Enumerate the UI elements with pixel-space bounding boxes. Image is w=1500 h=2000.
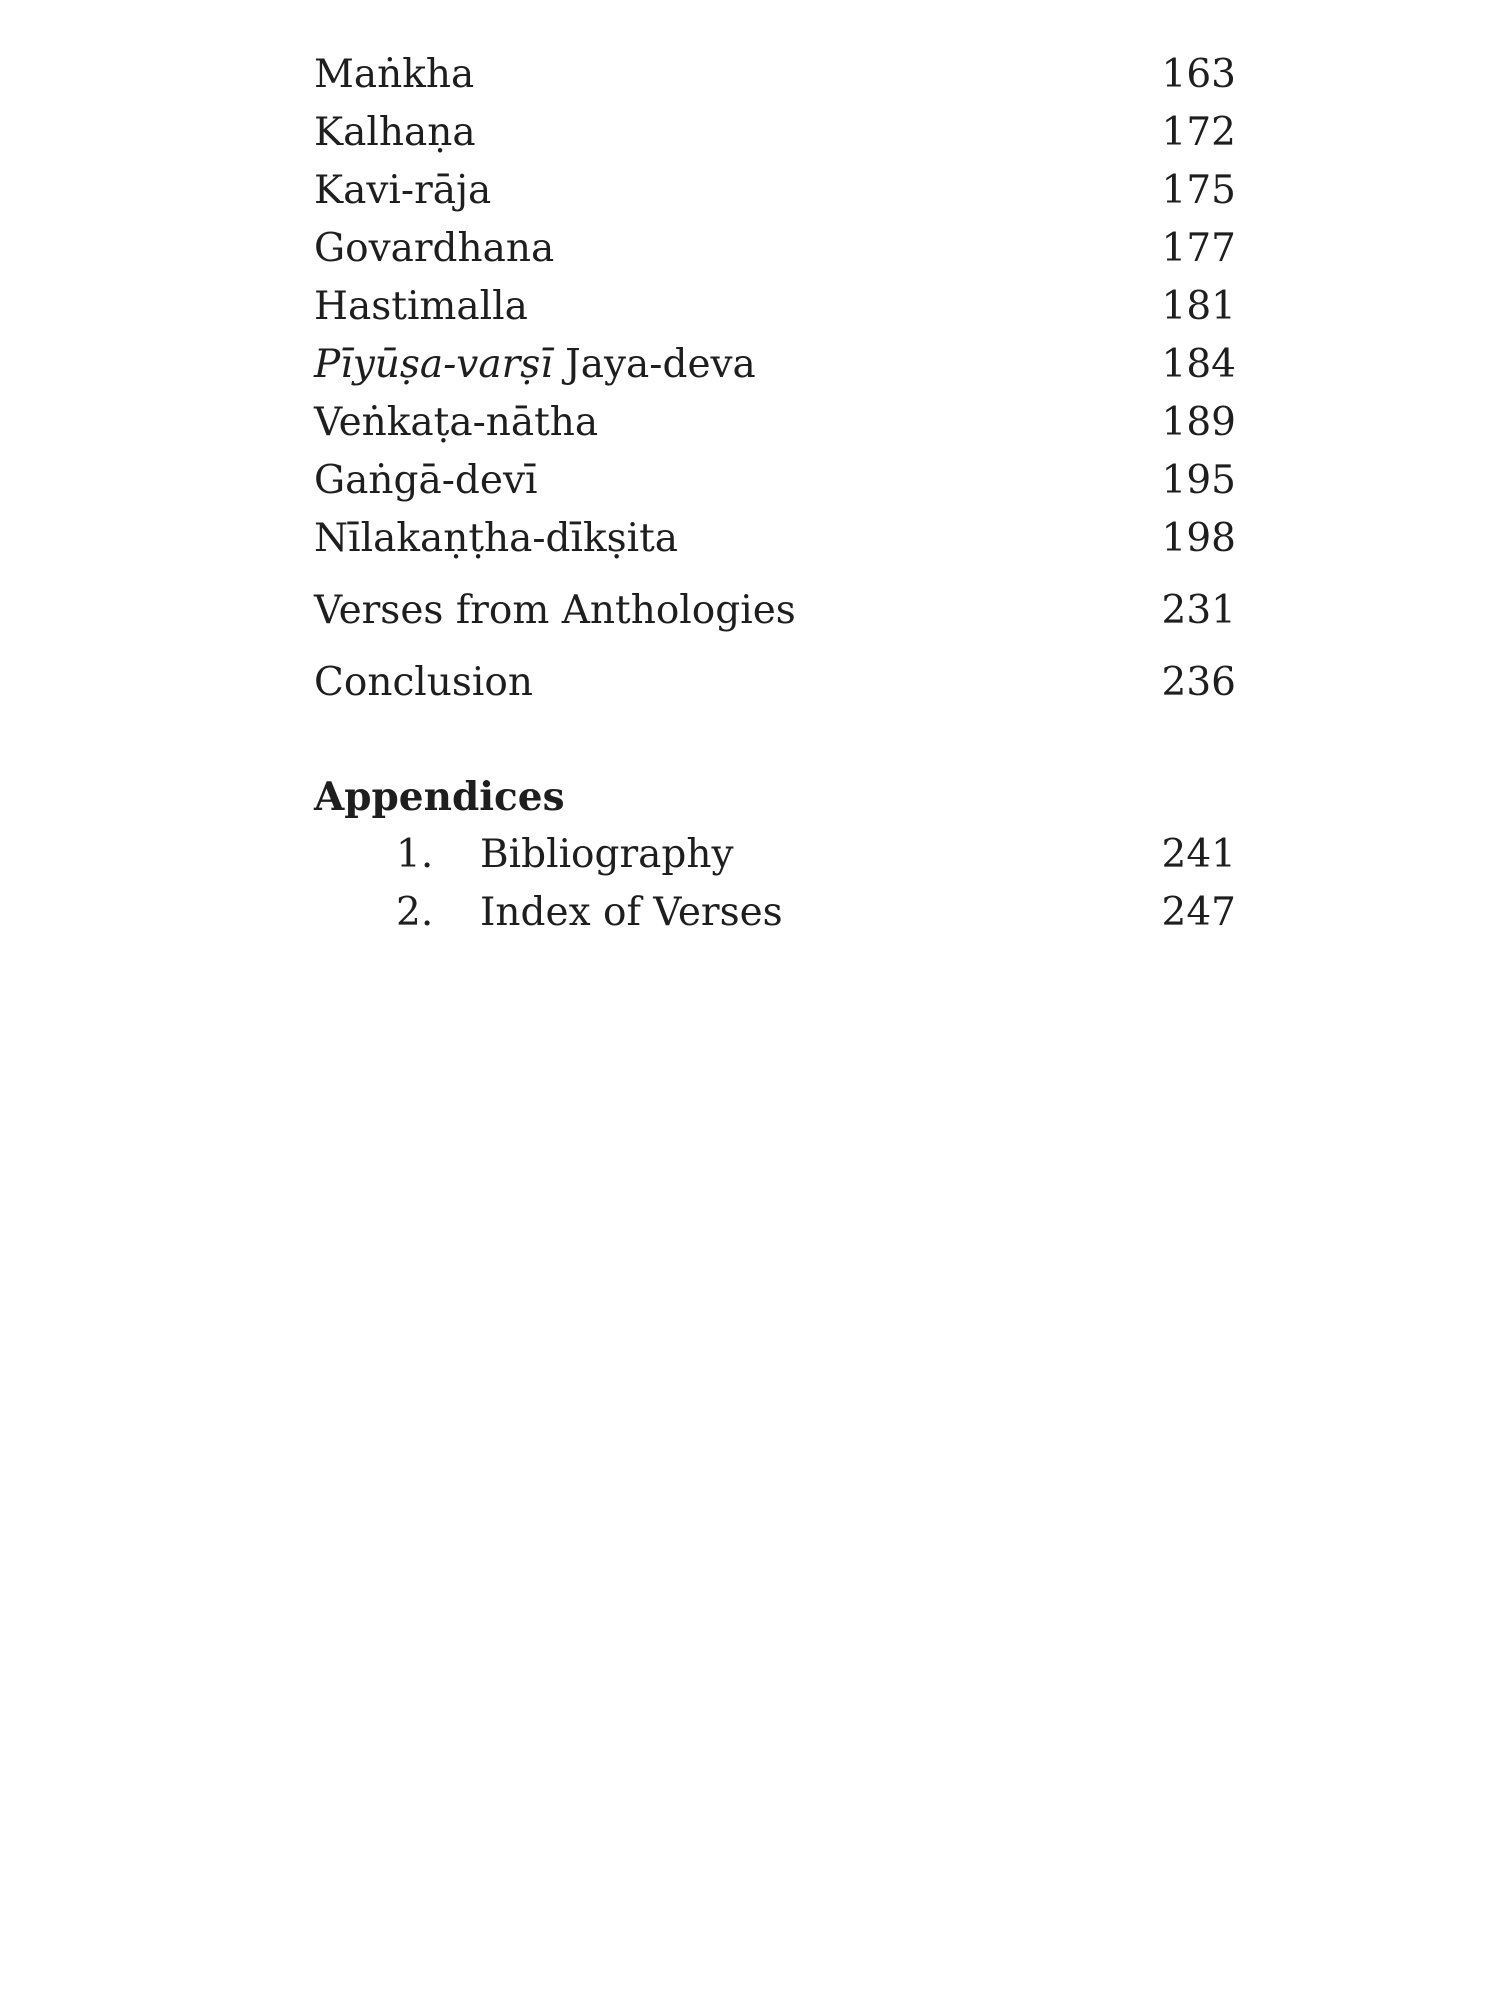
entry-page-number: 184 (1161, 342, 1236, 387)
appendix-entry (314, 826, 1236, 884)
entry-title-epithet: Pīyūṣa-varṣī (314, 342, 553, 387)
appendix-title: Bibliography (480, 832, 734, 877)
entry-title: Kavi-rāja (314, 168, 492, 213)
section-title: Verses from Anthologies (314, 588, 796, 633)
toc-entry (314, 220, 1236, 278)
appendix-page-number: 247 (1161, 890, 1236, 935)
toc-entry (314, 510, 1236, 568)
entry-page-number: 181 (1161, 284, 1236, 329)
entry-title: Govardhana (314, 226, 555, 271)
toc-entry (314, 46, 1236, 104)
section-title: Conclusion (314, 660, 533, 705)
entry-title (314, 336, 756, 394)
toc-entry (314, 104, 1236, 162)
toc-entry (314, 394, 1236, 452)
entry-page-number: 177 (1161, 226, 1236, 271)
entry-page-number: 189 (1161, 400, 1236, 445)
entry-page-number: 175 (1161, 168, 1236, 213)
entry-page-number: 163 (1161, 52, 1236, 97)
toc-entry (314, 452, 1236, 510)
appendix-title: Index of Verses (480, 890, 783, 935)
entry-title: Gaṅgā-devī (314, 458, 538, 503)
entry-title: Kalhaṇa (314, 110, 476, 155)
toc-section (314, 654, 1236, 712)
appendix-number: 2. (396, 890, 434, 935)
appendices-heading: Appendices (314, 774, 565, 820)
entry-title: Hastimalla (314, 284, 528, 329)
section-page-number: 231 (1161, 588, 1236, 633)
entry-title: Nīlakaṇṭha-dīkṣita (314, 516, 679, 561)
toc-entry (314, 162, 1236, 220)
appendix-entry (314, 884, 1236, 942)
entry-page-number: 172 (1161, 110, 1236, 155)
section-page-number: 236 (1161, 660, 1236, 705)
appendix-page-number: 241 (1161, 832, 1236, 877)
entry-title-name: Jaya-deva (552, 342, 756, 387)
entry-page-number: 195 (1161, 458, 1236, 503)
entry-title: Maṅkha (314, 52, 475, 97)
appendix-number: 1. (396, 832, 434, 877)
toc-entry (314, 336, 1236, 394)
table-of-contents (314, 46, 1236, 942)
entry-title: Veṅkaṭa-nātha (314, 400, 599, 445)
toc-entry (314, 278, 1236, 336)
entry-page-number: 198 (1161, 516, 1236, 561)
toc-section (314, 582, 1236, 640)
